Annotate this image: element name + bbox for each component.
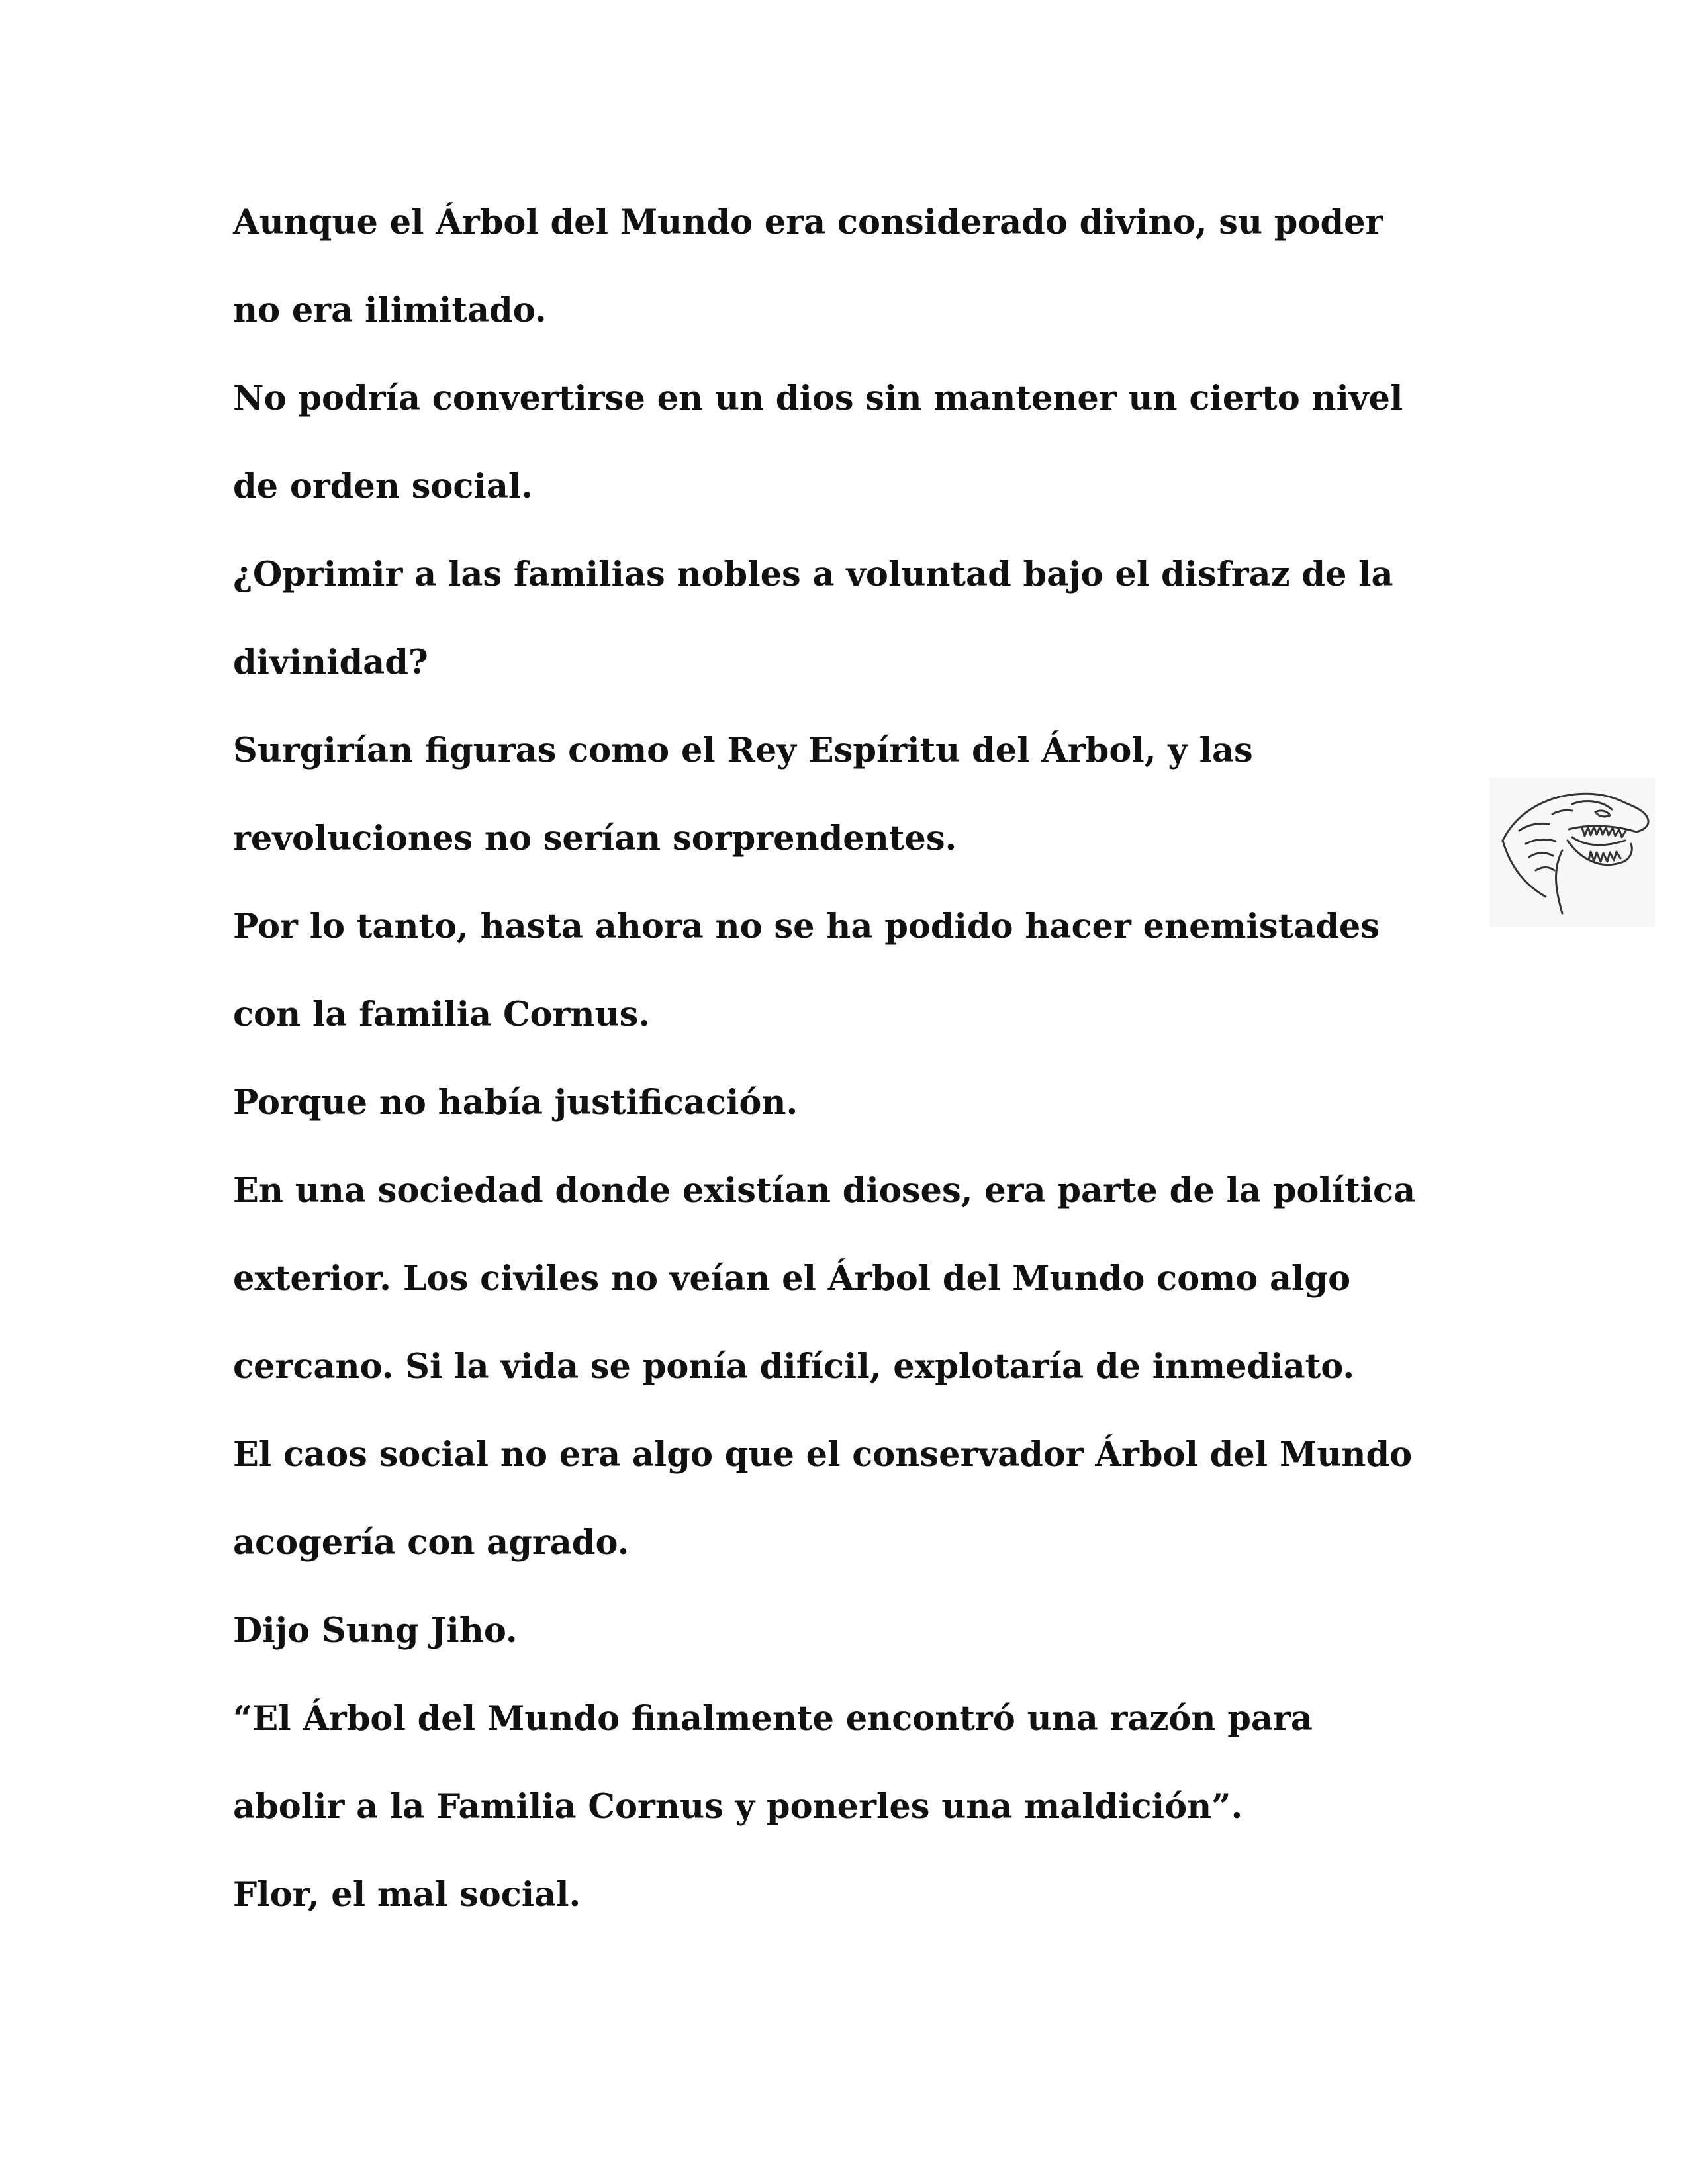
text-line: cercano. Si la vida se ponía difícil, explotaría de inmediato. <box>233 1347 1355 1387</box>
text-line: no era ilimitado. <box>233 291 547 330</box>
text-line: Por lo tanto, hasta ahora no se ha podido hacer enemistades <box>233 907 1380 946</box>
body-text <box>233 179 1477 1939</box>
text-line: de orden social. <box>233 467 534 506</box>
text-line: Dijo Sung Jiho. <box>233 1611 518 1651</box>
text-line: exterior. Los civiles no veían el Árbol del Mundo como algo <box>233 1259 1351 1298</box>
text-line: El caos social no era algo que el conservador Árbol del Mundo <box>233 1435 1413 1475</box>
text-line: Aunque el Árbol del Mundo era considerado divino, su poder <box>233 203 1383 242</box>
text-line: con la familia Cornus. <box>233 995 651 1034</box>
text-line: Flor, el mal social. <box>233 1875 581 1915</box>
text-line: revoluciones no serían sorprendentes. <box>233 819 957 858</box>
text-line: ¿Oprimir a las familias nobles a voluntad bajo el disfraz de la <box>233 555 1393 594</box>
dinosaur-head-sketch-icon <box>1489 778 1655 927</box>
text-line: Porque no había justificación. <box>233 1083 798 1122</box>
text-line: divinidad? <box>233 643 428 682</box>
text-line: Surgirían figuras como el Rey Espíritu del Árbol, y las <box>233 731 1253 770</box>
text-line: abolir a la Familia Cornus y ponerles una maldición”. <box>233 1787 1243 1827</box>
text-line: “El Árbol del Mundo finalmente encontró una razón para <box>233 1699 1313 1739</box>
text-line: No podría convertirse en un dios sin mantener un cierto nivel <box>233 379 1403 418</box>
text-line: En una sociedad donde existían dioses, era parte de la política <box>233 1171 1416 1210</box>
text-line: acogería con agrado. <box>233 1523 630 1563</box>
